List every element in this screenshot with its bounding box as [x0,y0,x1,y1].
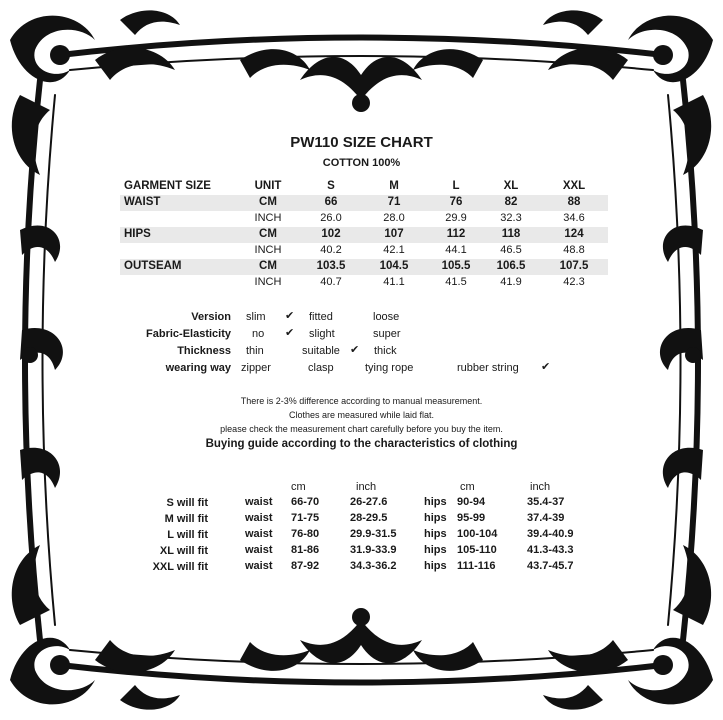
waist-cm-xl: 82 [504,196,518,208]
waist-inch-xxl: 34.6 [563,212,585,224]
hips-inch-xl: 46.5 [500,244,522,256]
waist-inch-s: 26.0 [320,212,342,224]
check-icon: ✔ [285,327,295,339]
buying-guide-title: Buying guide according to the characteristics of clothing [205,438,518,450]
elasticity-option-super: super [373,328,401,340]
hips-cm-unit: CM [259,228,277,240]
guide-hips-cm: 111-116 [457,560,496,572]
header-unit: UNIT [254,180,282,192]
guide-hips-label: hips [424,512,447,524]
guide-hips-inch: 43.7-45.7 [527,560,574,572]
waist-inch-unit: INCH [254,212,282,224]
guide-waist-cm: 66-70 [291,496,320,508]
waist-cm-s: 66 [324,196,338,208]
guide-fit-xl: XL will fit [159,545,208,557]
header-size-xxl: XXL [562,180,586,192]
outseam-cm-s: 103.5 [316,260,346,272]
guide-hips-label: hips [424,496,447,508]
guide-hips-label: hips [424,544,447,556]
guide-waist-inch: 29.9-31.5 [350,528,397,540]
version-option-slim: slim [246,311,266,323]
wearing-option-rubber-string: rubber string [457,362,519,374]
guide-waist-inch: 31.9-33.9 [350,544,397,556]
outseam-inch-s: 40.7 [320,276,342,288]
guide-hips-cm: 100-104 [457,528,498,540]
header-size-m: M [389,180,399,192]
thickness-option-suitable: suitable [302,345,340,357]
note-line-2: Clothes are measured while laid flat. [288,410,435,420]
hips-cm-s: 102 [321,228,341,240]
header-garment-size: GARMENT SIZE [124,180,211,192]
waist-cm-unit: CM [259,196,277,208]
guide-waist-cm: 81-86 [291,544,320,556]
row-label-hips: HIPS [124,228,151,240]
row-label-waist: WAIST [124,196,161,208]
guide-waist-cm: 76-80 [291,528,320,540]
version-option-loose: loose [373,311,400,323]
hips-inch-l: 44.1 [445,244,467,256]
outseam-inch-m: 41.1 [383,276,405,288]
guide-fit-xxl: XXL will fit [152,561,208,573]
property-label-fabric-elasticity: Fabric-Elasticity [146,328,231,340]
guide-hips-cm: 95-99 [457,512,486,524]
hips-cm-xl: 118 [501,228,521,240]
guide-header-hips-inch: inch [530,481,551,493]
guide-header-waist-cm: cm [291,481,306,493]
waist-inch-l: 29.9 [445,212,467,224]
wearing-option-zipper: zipper [241,362,271,374]
outseam-inch-xl: 41.9 [500,276,522,288]
header-size-xl: XL [503,180,519,192]
check-icon: ✔ [541,361,551,373]
waist-inch-m: 28.0 [383,212,405,224]
waist-cm-m: 71 [387,196,401,208]
guide-hips-inch: 35.4-37 [527,496,565,508]
guide-fit-l: L will fit [167,529,208,541]
note-line-3: please check the measurement chart carefully before you buy the item. [220,424,503,434]
check-icon: ✔ [350,344,360,356]
guide-waist-label: waist [245,512,273,524]
hips-inch-unit: INCH [254,244,282,256]
outseam-cm-l: 105.5 [441,260,471,272]
guide-hips-inch: 41.3-43.3 [527,544,574,556]
outseam-cm-unit: CM [259,260,277,272]
hips-inch-xxl: 48.8 [563,244,585,256]
outseam-cm-m: 104.5 [379,260,409,272]
waist-cm-xxl: 88 [567,196,581,208]
thickness-option-thin: thin [246,345,264,357]
property-label-thickness: Thickness [177,345,231,357]
outseam-cm-xl: 106.5 [496,260,526,272]
guide-header-hips-cm: cm [460,481,475,493]
guide-hips-label: hips [424,528,447,540]
guide-hips-cm: 105-110 [457,544,497,556]
property-label-wearing-way: wearing way [165,362,231,374]
property-label-version: Version [191,311,231,323]
outseam-inch-xxl: 42.3 [563,276,585,288]
hips-cm-xxl: 124 [564,228,584,240]
row-label-outseam: OUTSEAM [124,260,182,272]
guide-hips-inch: 37.4-39 [527,512,565,524]
guide-waist-label: waist [245,528,273,540]
guide-waist-cm: 87-92 [291,560,320,572]
guide-fit-m: M will fit [164,513,208,525]
check-icon: ✔ [285,310,295,322]
guide-waist-label: waist [245,544,273,556]
header-size-s: S [327,180,335,192]
wearing-option-tying-rope: tying rope [365,362,414,374]
guide-waist-label: waist [245,496,273,508]
guide-hips-cm: 90-94 [457,496,486,508]
chart-subtitle: COTTON 100% [322,157,401,169]
guide-waist-inch: 34.3-36.2 [350,560,397,572]
wearing-option-clasp: clasp [308,362,334,374]
hips-inch-m: 42.1 [383,244,405,256]
elasticity-option-slight: slight [309,328,335,340]
note-line-1: There is 2-3% difference according to manual measurement. [240,396,483,406]
waist-inch-xl: 32.3 [500,212,522,224]
outseam-cm-xxl: 107.5 [559,260,589,272]
guide-header-waist-inch: inch [356,481,377,493]
hips-inch-s: 40.2 [320,244,342,256]
elasticity-option-no: no [252,328,265,340]
hips-cm-m: 107 [384,228,404,240]
header-size-l: L [452,180,460,192]
guide-waist-inch: 26-27.6 [350,496,388,508]
hips-cm-l: 112 [446,228,466,240]
version-option-fitted: fitted [309,311,333,323]
guide-waist-label: waist [245,560,273,572]
guide-waist-inch: 28-29.5 [350,512,388,524]
guide-fit-s: S will fit [166,497,208,509]
guide-waist-cm: 71-75 [291,512,320,524]
guide-hips-label: hips [424,560,447,572]
chart-title: PW110 SIZE CHART [290,134,433,151]
guide-hips-inch: 39.4-40.9 [527,528,574,540]
thickness-option-thick: thick [374,345,397,357]
waist-cm-l: 76 [449,196,463,208]
outseam-inch-l: 41.5 [445,276,467,288]
outseam-inch-unit: INCH [254,276,282,288]
